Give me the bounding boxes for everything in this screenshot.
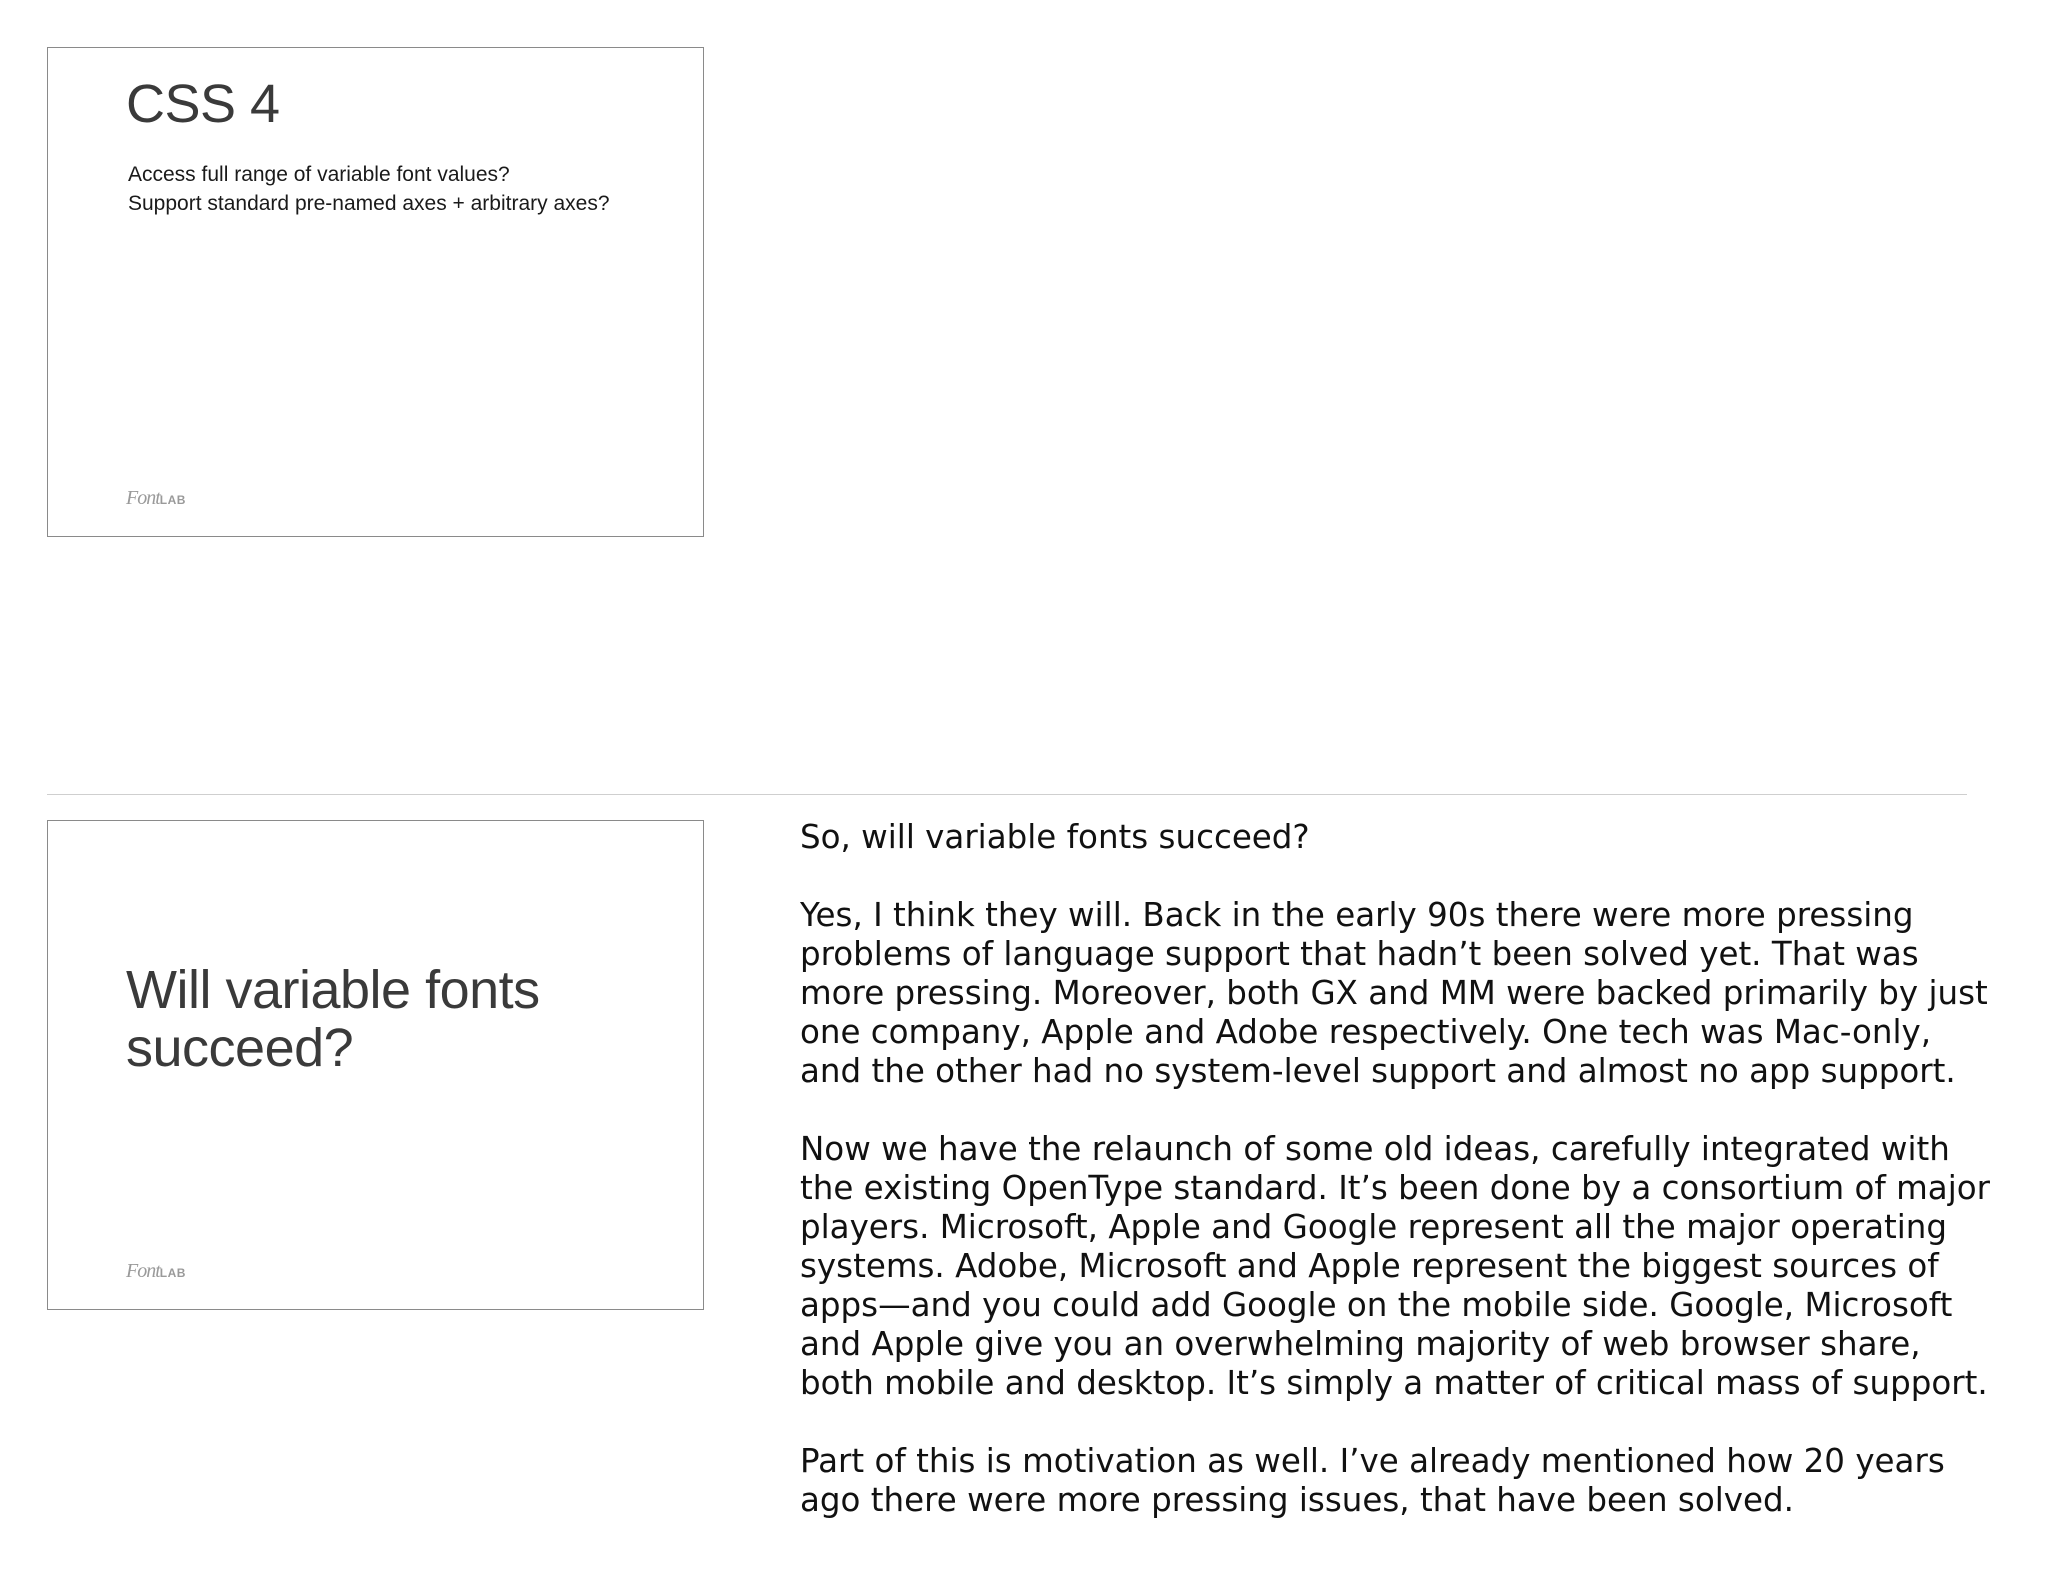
notes-line: and the other had no system-level support and almost no app support. — [800, 1052, 1956, 1090]
notes-line: players. Microsoft, Apple and Google represent all the major operating — [800, 1208, 1948, 1246]
slide-title-line: Will variable fonts — [126, 960, 540, 1020]
notes-line: the existing OpenType standard. It’s been done by a consortium of major — [800, 1169, 1990, 1207]
page-divider — [47, 794, 1967, 795]
notes-line: So, will variable fonts succeed? — [800, 818, 1310, 856]
fontlab-logo — [126, 1260, 186, 1283]
notes-line: apps—and you could add Google on the mobile side. Google, Microsoft — [800, 1286, 1953, 1324]
notes-paragraph — [800, 1442, 2010, 1520]
notes-paragraph — [800, 818, 2010, 857]
logo-caps: LAB — [159, 493, 186, 507]
slide-title-line: succeed? — [126, 1018, 354, 1078]
notes-line: one company, Apple and Adobe respectively. One tech was Mac-only, — [800, 1013, 1932, 1051]
logo-script: Font — [126, 487, 160, 509]
slide-thumbnail-css4[interactable] — [47, 47, 704, 537]
notes-line: Yes, I think they will. Back in the early 90s there were more pressing — [800, 896, 1914, 934]
slide-bullets — [128, 160, 610, 218]
notes-line: and Apple give you an overwhelming majority of web browser share, — [800, 1325, 1921, 1363]
notes-paragraph — [800, 896, 2010, 1091]
speaker-notes — [800, 818, 2010, 1559]
notes-paragraph — [800, 1130, 2010, 1403]
slide-title — [126, 961, 666, 1077]
slide-title: CSS 4 — [126, 74, 280, 134]
slide-thumbnail-succeed[interactable] — [47, 820, 704, 1310]
notes-line: Now we have the relaunch of some old ideas, carefully integrated with — [800, 1130, 1950, 1168]
notes-line: more pressing. Moreover, both GX and MM were backed primarily by just — [800, 974, 1988, 1012]
slide-bullet: Access full range of variable font values? — [128, 163, 510, 186]
notes-line: systems. Adobe, Microsoft and Apple represent the biggest sources of — [800, 1247, 1939, 1285]
slide-bullet: Support standard pre-named axes + arbitrary axes? — [128, 192, 610, 215]
logo-script: Font — [126, 1260, 160, 1282]
fontlab-logo — [126, 487, 186, 510]
notes-line: problems of language support that hadn’t been solved yet. That was — [800, 935, 1919, 973]
notes-line: Part of this is motivation as well. I’ve already mentioned how 20 years — [800, 1442, 1945, 1480]
notes-line: both mobile and desktop. It’s simply a matter of critical mass of support. — [800, 1364, 1988, 1402]
notes-line: ago there were more pressing issues, that have been solved. — [800, 1481, 1794, 1519]
logo-caps: LAB — [159, 1266, 186, 1280]
